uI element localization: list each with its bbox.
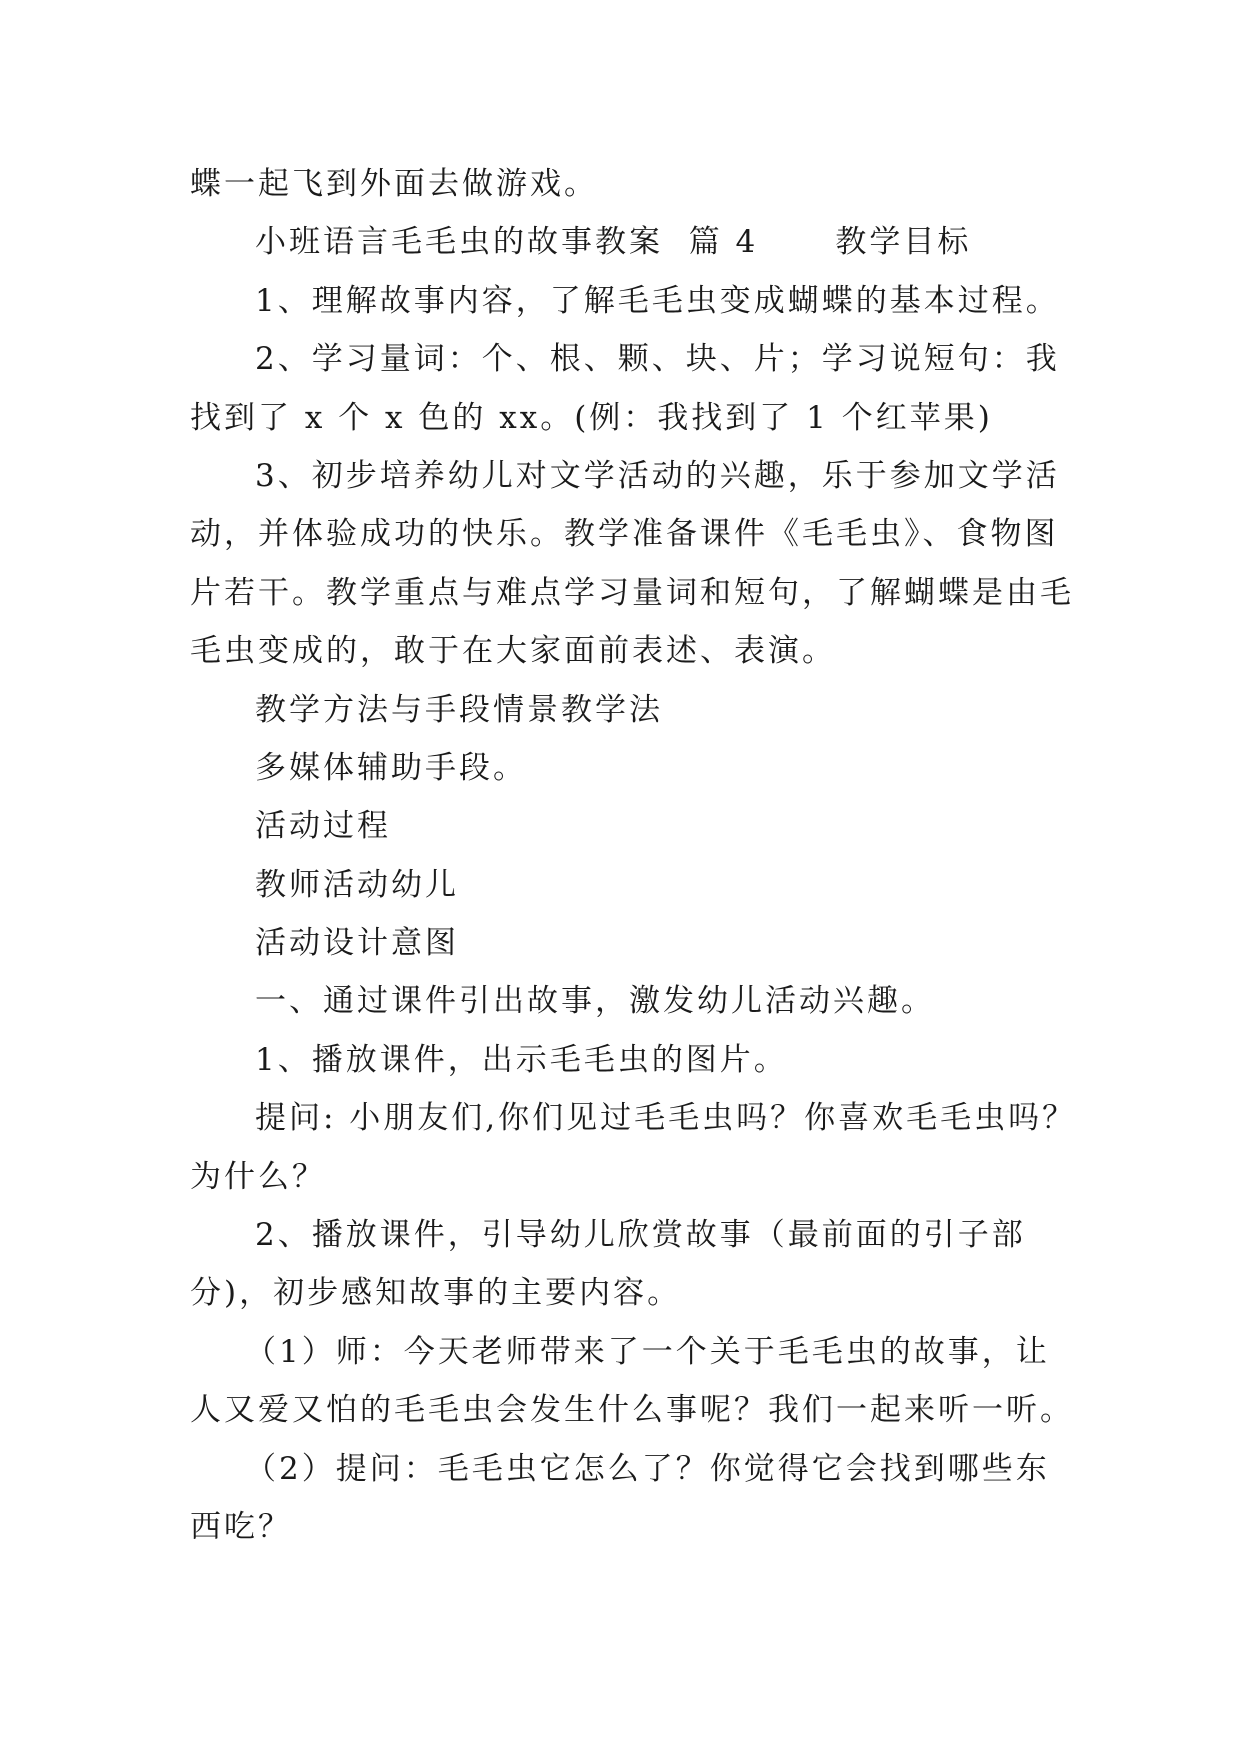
text-line: 小班语言毛毛虫的故事教案 篇 4 教学目标 [255,224,972,261]
text-line: 多媒体辅助手段。 [255,749,527,786]
text-line: 找到了 x 个 x 色的 xx。(例：我找到了 1 个红苹果) [190,399,993,436]
text-line: 活动过程 [255,808,391,845]
text-line: 一、通过课件引出故事，激发幼儿活动兴趣。 [255,983,935,1020]
text-line: 2、学习量词：个、根、颗、块、片；学习说短句：我 [255,341,1060,378]
text-line: 提问: 小朋友们,你们见过毛毛虫吗？你喜欢毛毛虫吗？ [255,1100,1077,1137]
text-line: 动，并体验成功的快乐。教学准备课件《毛毛虫》、食物图 [190,516,1059,553]
text-line: 蝶一起飞到外面去做游戏。 [190,166,598,202]
text-line: 3、初步培养幼儿对文学活动的兴趣，乐于参加文学活 [255,457,1060,494]
text-line: 毛虫变成的，敢于在大家面前表述、表演。 [190,633,836,670]
text-line: 活动设计意图 [255,925,459,962]
text-line: 教学方法与手段情景教学法 [255,691,663,728]
text-line: 2、播放课件，引导幼儿欣赏故事（最前面的引子部 [255,1217,1026,1254]
text-line: 片若干。教学重点与难点学习量词和短句，了解蝴蝶是由毛 [190,574,1074,611]
text-line: 西吃？ [190,1508,292,1545]
text-line: （2）提问：毛毛虫它怎么了？你觉得它会找到哪些东 [245,1450,1050,1487]
text-line: 1、播放课件，出示毛毛虫的图片。 [255,1041,788,1078]
document-body [190,155,1077,1556]
text-line: （1）师：今天老师带来了一个关于毛毛虫的故事，让 [245,1333,1050,1370]
text-line: 教师活动幼儿 [255,866,459,903]
text-line: 为什么？ [190,1158,326,1195]
text-line: 分)，初步感知故事的主要内容。 [190,1275,682,1312]
text-line: 1、理解故事内容，了解毛毛虫变成蝴蝶的基本过程。 [255,282,1060,319]
text-line: 人又爱又怕的毛毛虫会发生什么事呢？我们一起来听一听。 [190,1392,1074,1429]
